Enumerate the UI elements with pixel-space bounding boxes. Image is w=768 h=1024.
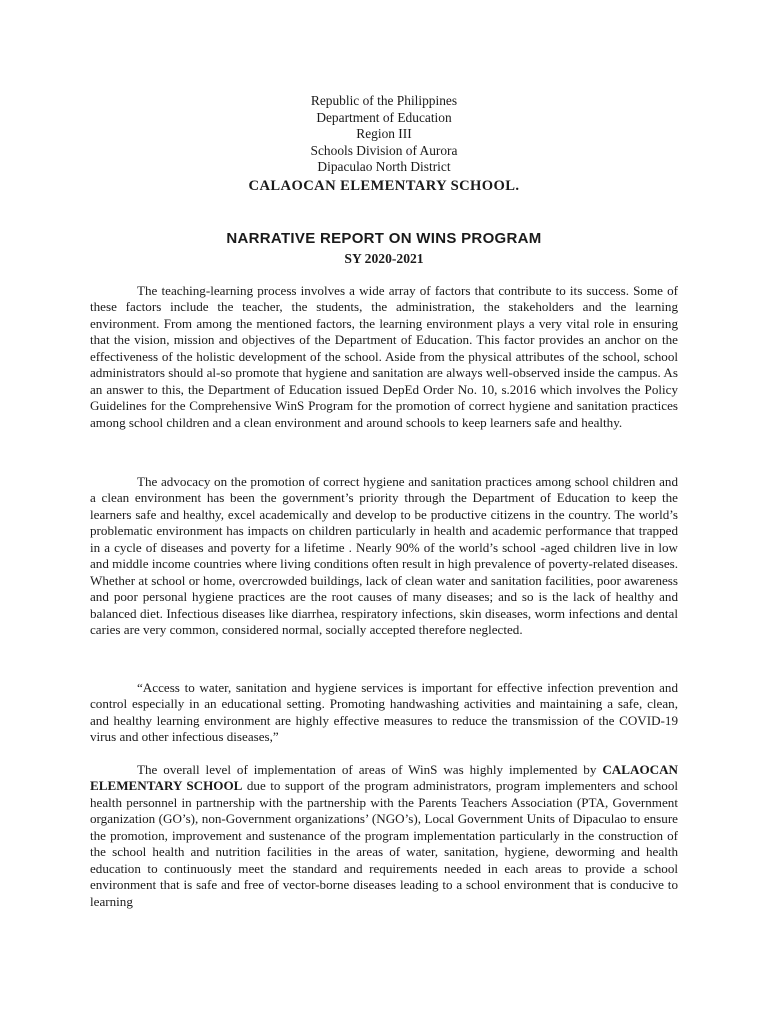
report-title: NARRATIVE REPORT ON WINS PROGRAM [226, 230, 542, 247]
letterhead [0, 93, 768, 196]
header-division: Schools Division of Aurora [310, 142, 458, 158]
paragraph-3-quote [90, 680, 678, 746]
header-school-name: CALAOCAN ELEMENTARY SCHOOL. [248, 177, 520, 194]
paragraph-2 [90, 474, 678, 639]
paragraph-1-text: The teaching-learning process involves a wide array of factors that contribute to its success. Some of these factors include the teacher, the students, the administration, the stakeholders and the learning environment. From among the mentioned factors, the learning environment plays a very vital role in ensuring that the vision, mission and objectives of the Department of Education. This factor provides an anchor on the effectiveness of the holistic development of the school. Aside from the physical attributes of the school, school administrators should al-so promote that hygiene and sanitation are always well-observed inside the campus. As an answer to this, the Department of Education issued DepEd Order No. 10, s.2016 which involves the Policy Guidelines for the Comprehensive WinS Program for the promotion of correct hygiene and sanitation practices among school children and a clean environment and around schools to keep learners safe and healthy. [90, 283, 678, 430]
paragraph-3-text: “Access to water, sanitation and hygiene services is important for effective infection prevention and control especially in an educational setting. Promoting handwashing activities and maintaining a safe, clean, and healthy learning environment are highly effective measures to reduce the transmission of the COVID-19 virus and other infectious diseases,” [90, 680, 678, 745]
header-region: Region III [356, 126, 412, 142]
school-year: SY 2020-2021 [344, 251, 424, 266]
header-district: Dipaculao North District [317, 159, 451, 175]
paragraph-1 [90, 283, 678, 431]
header-department: Department of Education [316, 109, 452, 125]
paragraph-4 [90, 762, 678, 910]
paragraph-4-school-name: CALAOCAN ELEMENTARY SCHOOL [90, 762, 678, 794]
paragraph-2-text: The advocacy on the promotion of correct hygiene and sanitation practices among school children and a clean environment has been the government’s priority through the Department of Education to keep the learners safe and healthy, excel academically and develop to be productive citizens in the country. The world’s problematic environment has impacts on children particularly in health and academic performance that trapped in a cycle of diseases and poverty for a lifetime . Nearly 90% of the world’s school -aged children live in low and middle income countries where living conditions often result in high prevalence of poverty-related diseases. Whether at school or home, overcrowded buildings, lack of clean water and sanitation facilities, poor awareness and poor personal hygiene practices are the root causes of many diseases; and so is the lack of healthy and balanced diet. Infectious diseases like diarrhea, respiratory infections, skin diseases, worm infections and dental caries are very common, considered normal, socially accepted therefore neglected. [90, 474, 678, 638]
paragraph-4-text [90, 762, 678, 910]
paragraph-4-end: due to support of the program administrators, program implementers and school health personnel in partnership with the partnership with the Parents Teachers Association (PTA, Government organization (GO’s), non-Government organizations’ (NGO’s), Local Government Units of Dipaculao to ensure the promotion, improvement and sustenance of the program implementation particularly in the construction of the school health and nutrition facilities in the areas of water, sanitation, hygiene, deworming and health education to continuously meet the standard and requirements needed in each areas to provide a school environment that is safe and free of vector-borne diseases leading to a school environment that is conducive to learning [90, 778, 678, 909]
header-country: Republic of the Philippines [310, 93, 458, 108]
paragraph-4-start: The overall level of implementation of areas of WinS was highly implemented by [137, 762, 603, 777]
